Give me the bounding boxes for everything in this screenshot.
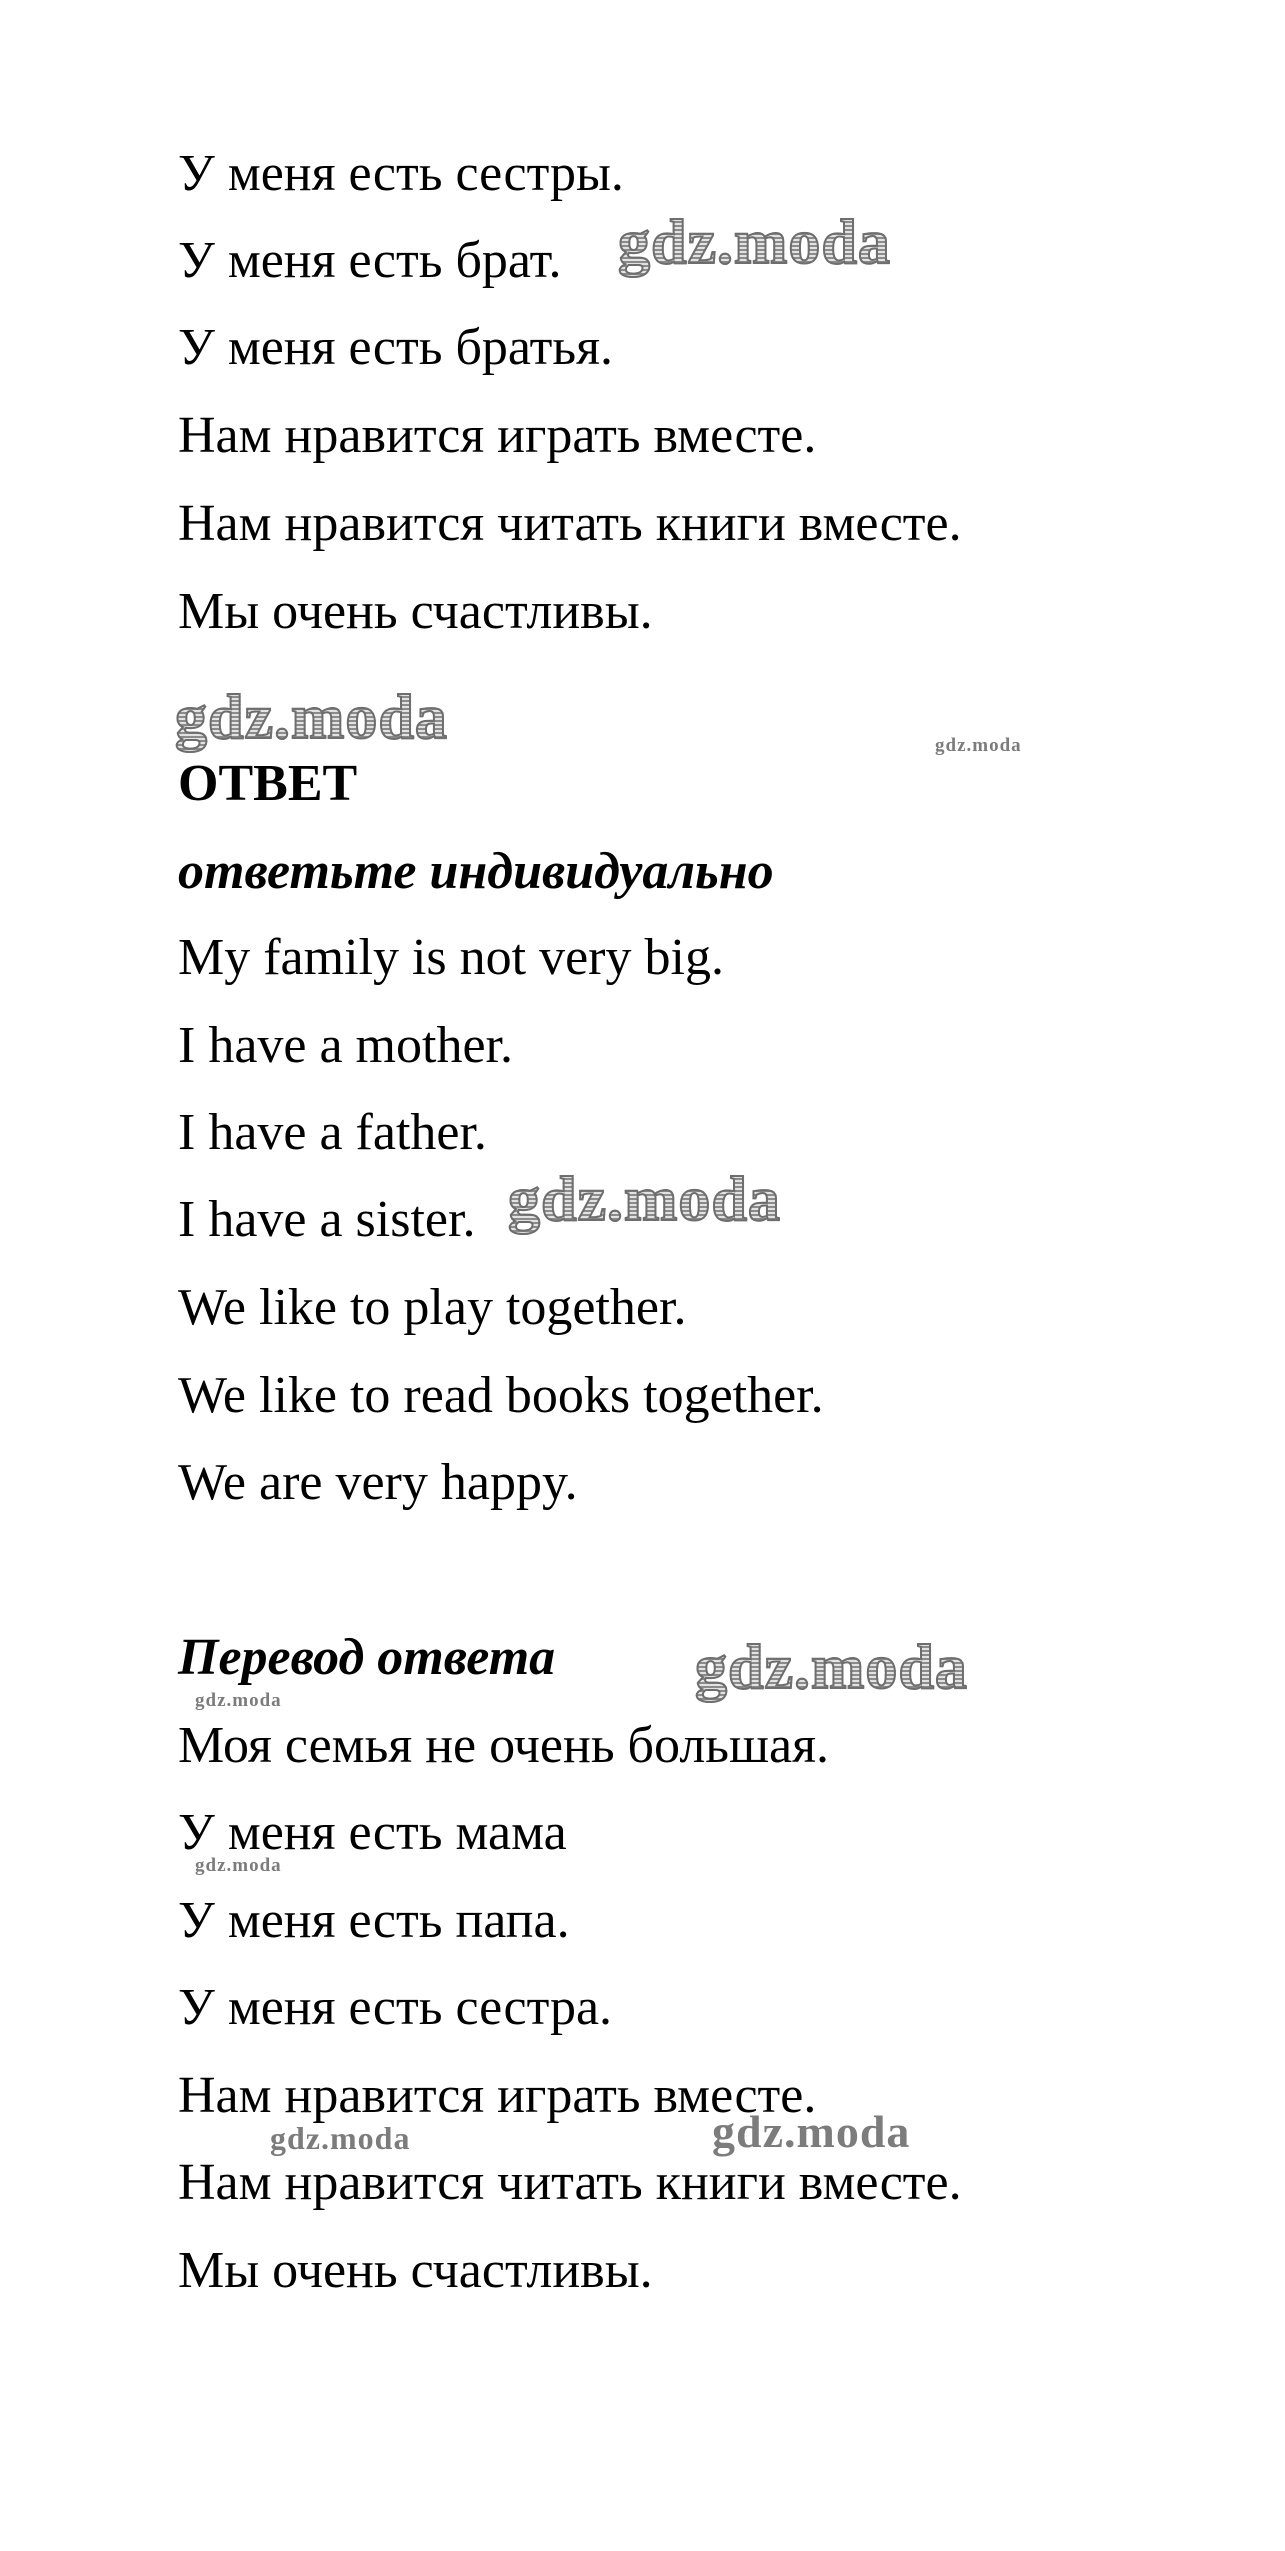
translation-line-7: Мы очень счастливы. — [178, 2242, 653, 2299]
translation-line-2: У меня есть мама — [178, 1804, 567, 1861]
translation-line-5: Нам нравится играть вместе. — [178, 2067, 817, 2124]
translation-line-1: Моя семья не очень большая. — [178, 1717, 830, 1774]
watermark-logo: gdz.moda — [618, 206, 891, 277]
intro-line-5: Нам нравится читать книги вместе. — [178, 495, 962, 552]
intro-line-2: У меня есть брат. — [178, 232, 562, 289]
translation-line-6: Нам нравится читать книги вместе. — [178, 2154, 962, 2211]
translation-line-3: У меня есть папа. — [178, 1892, 570, 1949]
answer-line-3: I have a father. — [178, 1104, 487, 1161]
answer-line-1: My family is not very big. — [178, 929, 724, 986]
translation-line-4: У меня есть сестра. — [178, 1979, 613, 2036]
answer-heading: ОТВЕТ — [178, 755, 358, 812]
intro-line-6: Мы очень счастливы. — [178, 583, 653, 640]
answer-line-6: We like to read books together. — [178, 1367, 824, 1424]
answer-note: ответьте индивидуально — [178, 843, 774, 900]
intro-line-3: У меня есть братья. — [178, 319, 613, 376]
translation-heading: Перевод ответа — [178, 1629, 556, 1686]
watermark-logo: gdz.moda — [195, 1855, 282, 1876]
watermark-logo: gdz.moda — [935, 735, 1022, 756]
answer-line-7: We are very happy. — [178, 1454, 578, 1511]
watermark-logo: gdz.moda — [508, 1163, 781, 1234]
intro-line-1: У меня есть сестры. — [178, 145, 624, 202]
answer-line-2: I have a mother. — [178, 1017, 513, 1074]
watermark-logo: gdz.moda — [195, 1690, 282, 1711]
watermark-logo: gdz.moda — [175, 681, 448, 752]
answer-line-5: We like to play together. — [178, 1279, 687, 1336]
watermark-logo: gdz.moda — [695, 1631, 968, 1702]
intro-line-4: Нам нравится играть вместе. — [178, 407, 817, 464]
answer-line-4: I have a sister. — [178, 1191, 476, 1248]
watermark-logo: gdz.moda — [712, 2106, 911, 2157]
watermark-logo: gdz.moda — [270, 2120, 411, 2156]
